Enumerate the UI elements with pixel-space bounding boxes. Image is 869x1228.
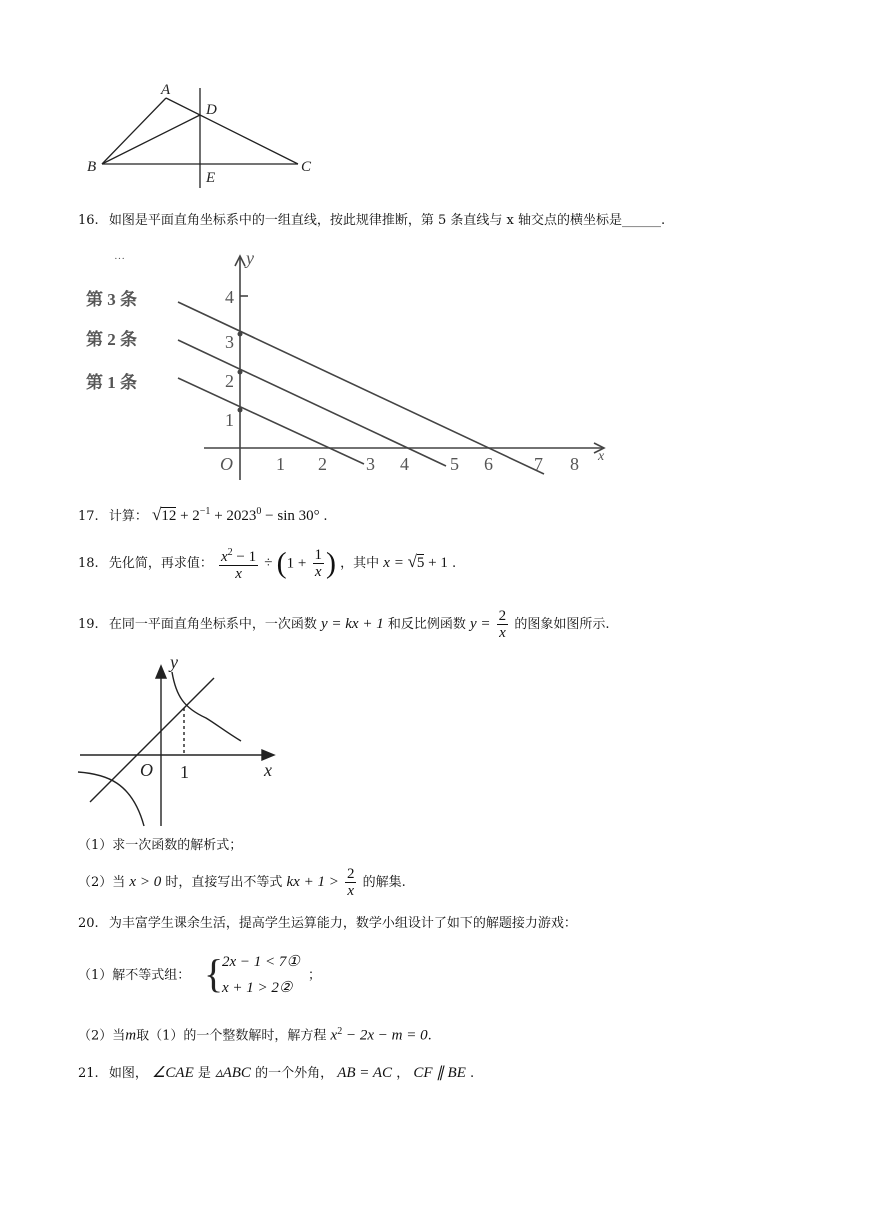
term-c: + 2023 [210, 508, 257, 524]
point-y-2 [238, 370, 243, 375]
end-mark: . [452, 556, 457, 571]
point-y-1 [238, 408, 243, 413]
x-axis-arrow [262, 750, 274, 760]
lines-graph [82, 248, 622, 488]
question-text-b: 和反比例函数 [387, 617, 466, 632]
equation-exp: 2 [337, 1026, 343, 1037]
origin-label: O [140, 760, 153, 780]
sub2-text-c: 的解集. [362, 875, 406, 890]
question-text: 如图是平面直角坐标系中的一组直线，按此规律推断，第 5 条直线与 x 轴交点的横坐标是______. [108, 213, 666, 228]
question-17 [78, 502, 328, 527]
question-20-sub2 [78, 1022, 432, 1046]
exponent-c: 0 [256, 506, 262, 517]
comma: ， [396, 1066, 410, 1081]
sub1-end: ； [308, 968, 322, 983]
equality-ab-ac: AB = AC [337, 1065, 393, 1081]
sub2-text-b: 取（1）的一个整数解时，解方程 [136, 1028, 327, 1044]
question-19 [78, 604, 609, 645]
question-19-sub2 [78, 862, 406, 903]
y-tick-2: 2 [225, 371, 234, 391]
question-21 [78, 1063, 474, 1084]
parallel-cf-be: CF ∥ BE [413, 1065, 466, 1081]
end-mark: . [323, 509, 328, 524]
label-e: E [206, 170, 216, 186]
question-text: 为丰富学生课余生活，提高学生运算能力，数学小组设计了如下的解题接力游戏： [108, 916, 577, 931]
sub2-end: . [427, 1028, 432, 1044]
inverse-function-fraction [497, 608, 509, 641]
frac1-den: x [235, 566, 242, 582]
x-axis-label: x [264, 760, 272, 780]
x-axis-label: x [598, 449, 605, 464]
sub1-label: （1）解不等式组： [78, 968, 191, 983]
question-number: 17. [78, 509, 99, 524]
sub2-text-a: （2）当 [78, 875, 126, 890]
frac2-num: 1 [314, 547, 322, 563]
point-y-3 [238, 332, 243, 337]
exponent-b: −1 [199, 506, 211, 517]
question-text-c: 的一个外角， [255, 1066, 334, 1081]
question-label: 计算： [108, 509, 148, 524]
triangle-abc: ▵ABC [215, 1065, 251, 1081]
sub2-den: x [347, 883, 355, 899]
segment-bd [102, 115, 200, 164]
middle-text: ，其中 [340, 556, 380, 571]
question-text-a: 如图， [108, 1066, 148, 1081]
y-tick-4: 4 [225, 287, 234, 307]
dots-label: ··· [114, 253, 125, 265]
question-text-b: 是 [197, 1066, 211, 1081]
y-tick-3: 3 [225, 332, 234, 352]
question-19-sub1 [78, 836, 242, 856]
y-tick-1: 1 [225, 410, 234, 430]
plus-one: + 1 [424, 555, 448, 571]
label-b: B [87, 159, 97, 175]
question-number: 20. [78, 916, 99, 931]
question-18 [78, 542, 456, 584]
inverse-den: x [499, 625, 506, 641]
equation-x: x [330, 1027, 338, 1044]
linear-function-line [90, 678, 214, 802]
x-tick-2: 2 [318, 454, 327, 474]
question-text-a: 在同一平面直角坐标系中，一次函数 [108, 617, 317, 632]
y-axis-arrow [156, 666, 166, 678]
sub2-num: 2 [346, 866, 355, 882]
sub2-text-a: （2）当 [78, 1028, 126, 1044]
label-d: D [206, 102, 217, 118]
end-mark: . [470, 1066, 475, 1081]
x-tick-6: 6 [484, 454, 493, 474]
line-label-1: 第 1 条 [86, 373, 137, 392]
paren-close: ) [326, 546, 336, 580]
paren-one: 1 + [286, 555, 307, 572]
y-axis-label: y [170, 652, 178, 672]
inverse-function-lhs: y = [470, 616, 491, 632]
frac1-num-base: x [220, 549, 228, 565]
origin-label: O [220, 454, 233, 474]
sub2-fraction [345, 866, 357, 899]
question-number: 21. [78, 1066, 99, 1081]
inequality-1: 2x − 1 < 7① [222, 954, 300, 970]
question-number: 18. [78, 556, 99, 571]
segment-ab [102, 98, 166, 164]
question-label: 先化简，再求值： [108, 556, 213, 571]
function-graph [76, 648, 296, 830]
question-number: 19. [78, 617, 99, 632]
hyperbola-branch-2 [78, 772, 144, 826]
question-text-c: 的图象如图所示. [514, 617, 610, 632]
paren-open: ( [276, 546, 287, 580]
inequality-2: x + 1 > 2② [222, 980, 293, 996]
equation-rest: − 2x − m = 0 [342, 1027, 428, 1044]
label-c: C [301, 159, 312, 175]
sub2-condition: x > 0 [129, 874, 162, 890]
line-label-2: 第 2 条 [86, 330, 137, 349]
x-tick-4: 4 [400, 454, 409, 474]
brace: { [204, 951, 224, 996]
fraction-1 [219, 545, 258, 582]
segment-ac [166, 98, 298, 164]
term-d: − sin 30° [261, 508, 320, 524]
sqrt-value: 5 [416, 555, 425, 571]
question-number: 16. [78, 213, 99, 228]
x-tick-1: 1 [276, 454, 285, 474]
line-label-3: 第 3 条 [86, 290, 137, 309]
line-1 [178, 378, 364, 464]
sub2-m: m [125, 1027, 137, 1044]
frac1-num-rest: − 1 [232, 549, 257, 565]
x-tick-5: 5 [450, 454, 459, 474]
hyperbola-branch-1 [172, 672, 241, 741]
sqrt-radicand: 12 [161, 508, 177, 524]
div-sign: ÷ [264, 555, 273, 571]
line-2 [178, 340, 446, 466]
term-b: + 2 [176, 508, 200, 524]
angle-cae: ∠CAE [151, 1065, 194, 1081]
sub2-text-b: 时，直接写出不等式 [165, 875, 283, 890]
x-eq: x = [383, 555, 408, 571]
linear-function: y = kx + 1 [320, 616, 384, 632]
label-a: A [161, 82, 171, 98]
triangle-figure [80, 78, 330, 193]
expression [151, 505, 323, 524]
sub2-inequality: kx + 1 > [286, 874, 339, 890]
fraction-2 [313, 547, 325, 580]
sub-question-1: （1）求一次函数的解析式； [78, 838, 243, 853]
x-tick-7: 7 [534, 454, 543, 474]
x-tick-3: 3 [366, 454, 375, 474]
question-16 [78, 211, 665, 231]
frac1-num-exp: 2 [227, 547, 233, 558]
y-axis-label: y [246, 248, 254, 268]
question-20 [78, 914, 577, 934]
sqrt-sign: √ [407, 552, 417, 571]
inverse-num: 2 [498, 608, 507, 624]
frac2-den: x [314, 564, 322, 580]
sqrt-sign: √ [151, 505, 162, 524]
x-tick-8: 8 [570, 454, 579, 474]
tick-one-label: 1 [180, 762, 189, 782]
